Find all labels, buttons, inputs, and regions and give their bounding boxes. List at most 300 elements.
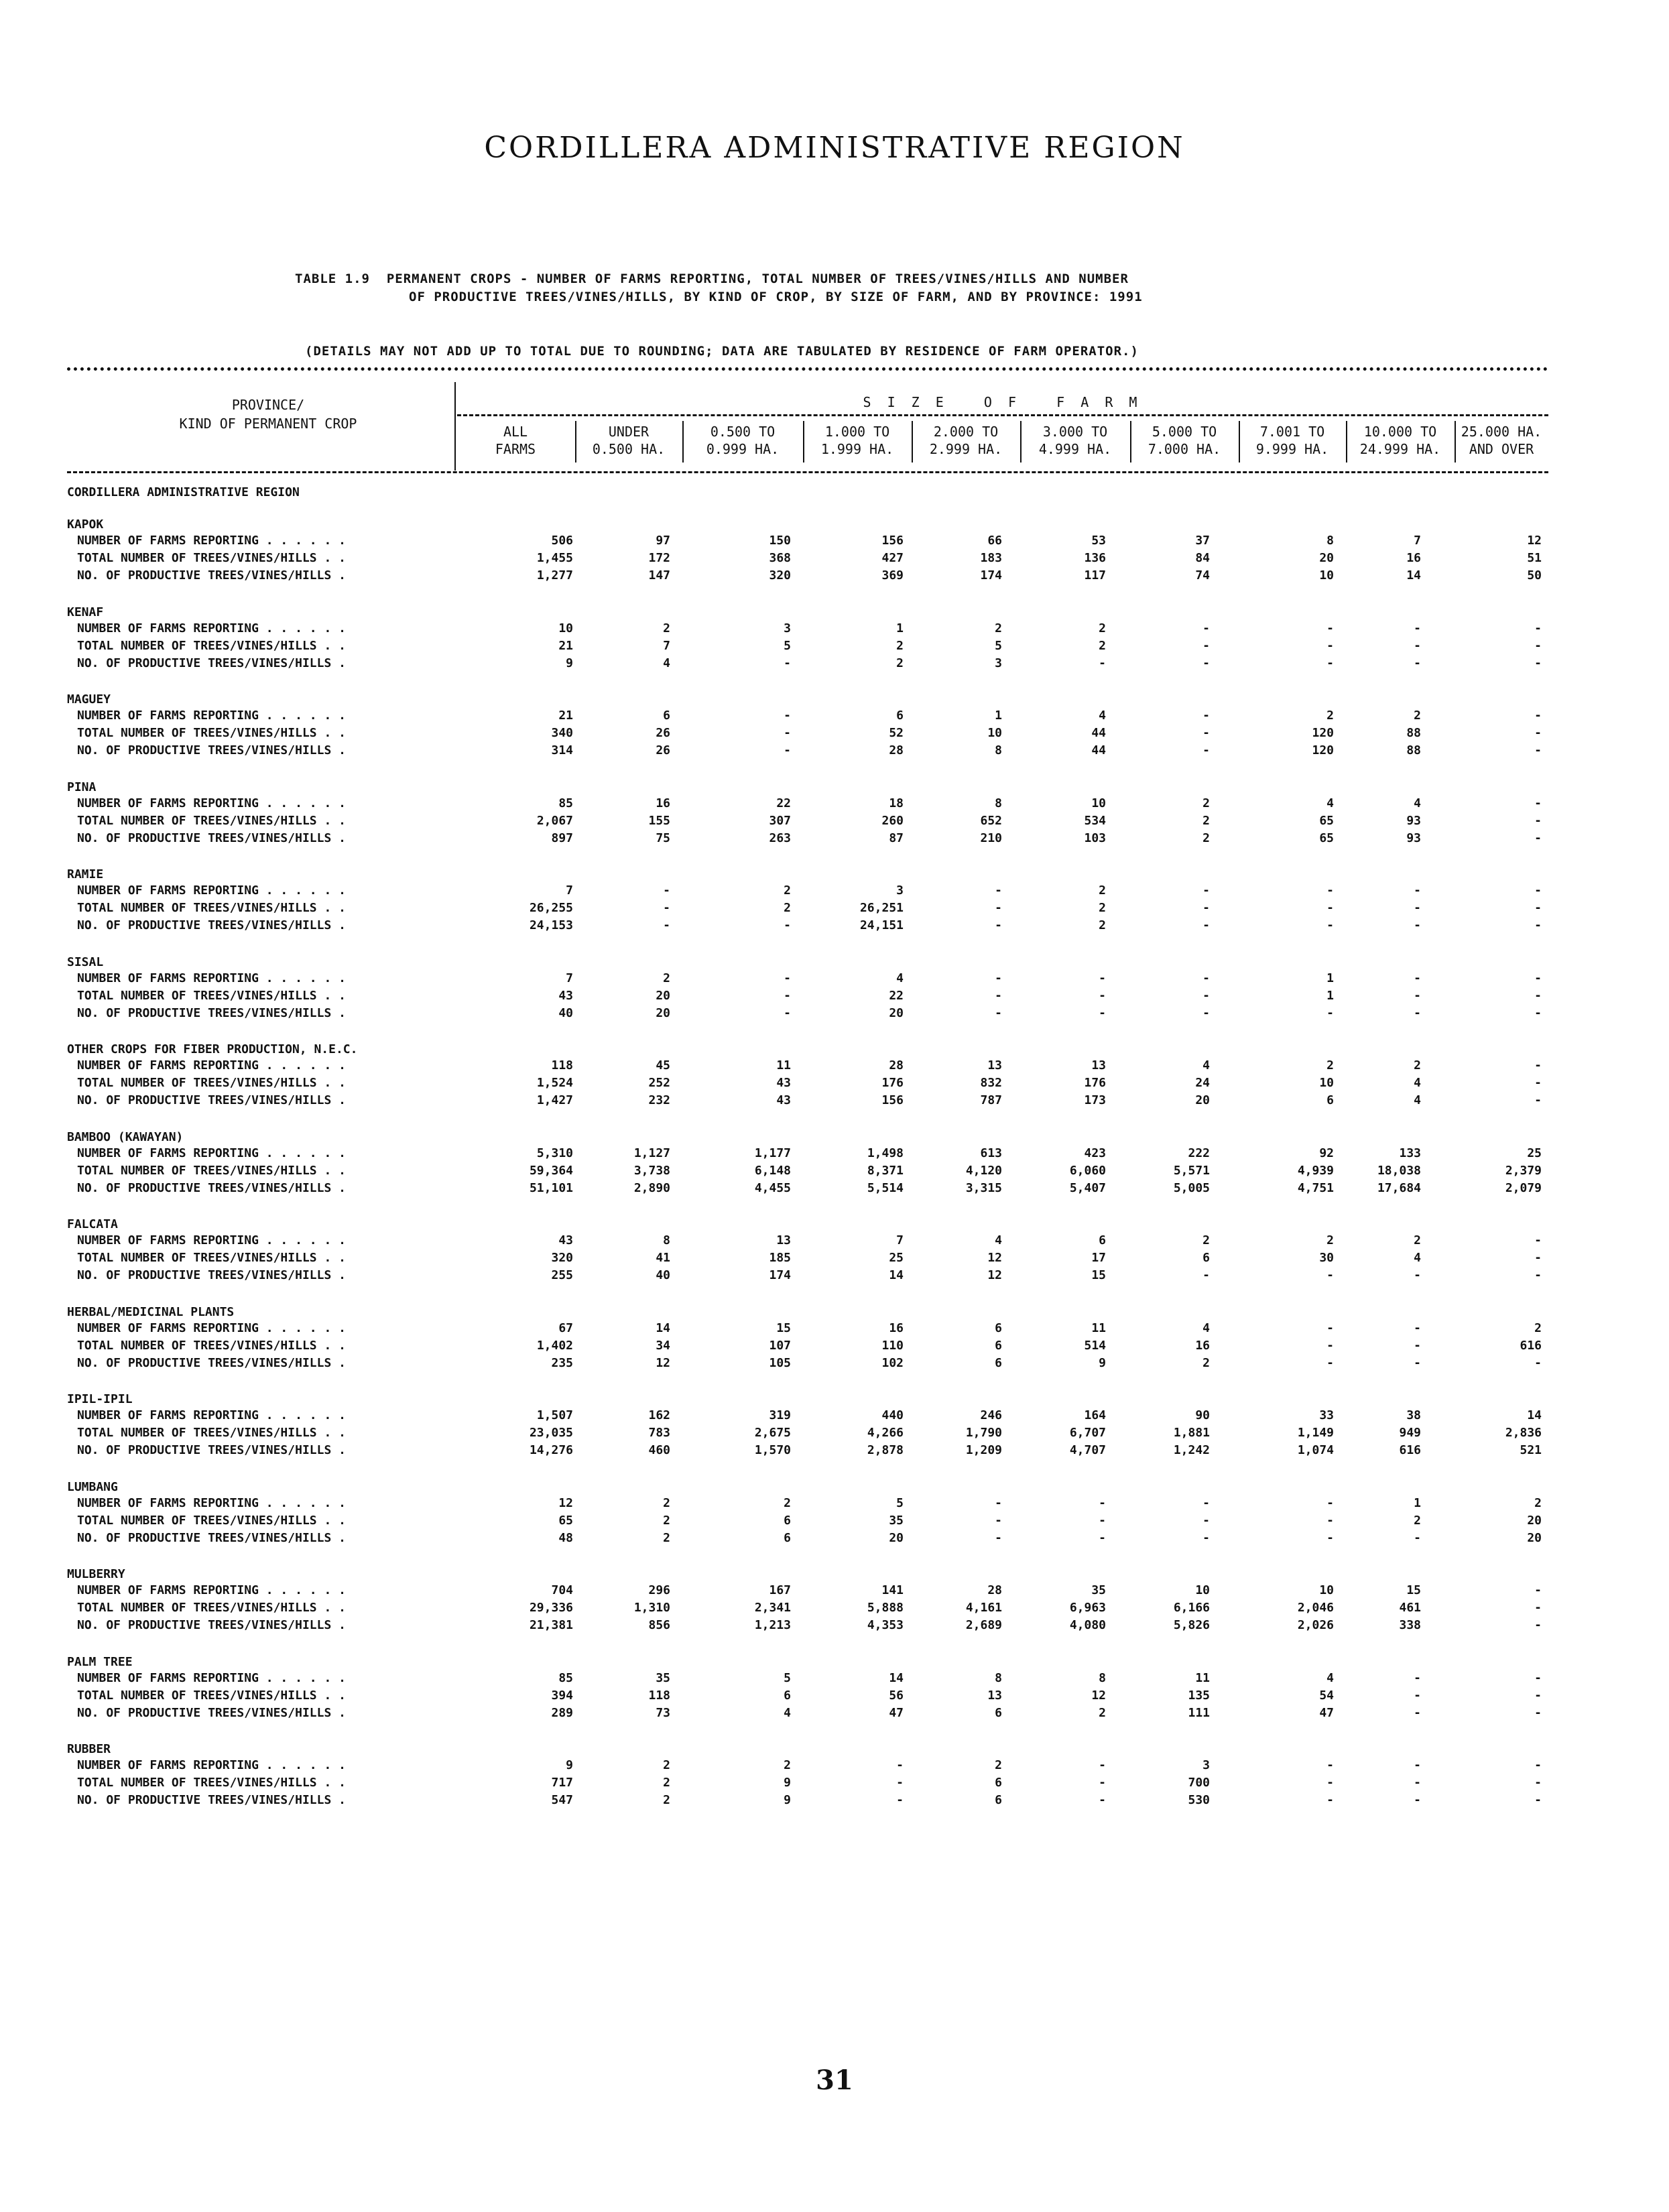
column-header-line-1: ALL <box>503 424 528 440</box>
table-cell: 6,963 <box>1069 1601 1106 1615</box>
column-divider <box>1455 421 1456 463</box>
row-label: NUMBER OF FARMS REPORTING . . . . . . <box>77 883 346 898</box>
table-cell: 34 <box>656 1338 670 1353</box>
table-cell: 9 <box>1099 1355 1106 1370</box>
column-divider <box>912 421 913 463</box>
table-cell: 107 <box>769 1338 791 1353</box>
table-cell: - <box>896 1793 904 1807</box>
table-cell: 2 <box>784 901 791 915</box>
table-cell: - <box>1414 1338 1421 1353</box>
table-cell: - <box>1414 918 1421 932</box>
table-cell: 6,707 <box>1069 1426 1106 1440</box>
table-cell: 12 <box>656 1355 670 1370</box>
table-cell: 423 <box>1084 1146 1106 1160</box>
spanner-size-of-farm: S I Z E O F F A R M <box>863 394 1141 410</box>
table-cell: - <box>784 656 791 670</box>
table-cell: - <box>1534 1776 1542 1790</box>
region-label: CORDILLERA ADMINISTRATIVE REGION <box>67 485 300 499</box>
table-cell: - <box>1414 901 1421 915</box>
table-cell: 340 <box>551 726 573 740</box>
table-cell: - <box>1326 1513 1334 1528</box>
table-cell: 16 <box>1195 1338 1210 1353</box>
column-divider <box>575 421 576 463</box>
table-cell: - <box>1099 1793 1106 1807</box>
crop-name: SISAL <box>67 955 104 969</box>
table-cell: 15 <box>1406 1583 1421 1597</box>
table-cell: 1 <box>1414 1495 1421 1510</box>
table-cell: - <box>1414 1758 1421 1772</box>
table-cell: 40 <box>656 1268 670 1282</box>
table-cell: 20 <box>1527 1530 1542 1545</box>
table-cell: - <box>896 1776 904 1790</box>
table-cell: 6 <box>896 709 904 723</box>
table-cell: 18,038 <box>1377 1163 1421 1178</box>
table-cell: - <box>1099 1758 1106 1772</box>
table-cell: - <box>1534 971 1542 985</box>
table-cell: 787 <box>980 1093 1002 1107</box>
table-cell: - <box>1534 796 1542 810</box>
table-cell: 40 <box>558 1005 573 1020</box>
table-cell: - <box>1202 971 1210 985</box>
table-cell: 2 <box>784 1758 791 1772</box>
table-cell: - <box>1099 988 1106 1003</box>
row-label: NUMBER OF FARMS REPORTING . . . . . . <box>77 1058 346 1072</box>
table-cell: - <box>1414 1005 1421 1020</box>
table-cell: 320 <box>769 568 791 582</box>
table-cell: 369 <box>881 568 904 582</box>
table-cell: 460 <box>648 1443 670 1457</box>
table-cell: 167 <box>769 1583 791 1597</box>
row-label: NO. OF PRODUCTIVE TREES/VINES/HILLS . <box>77 1443 346 1457</box>
table-cell: 133 <box>1399 1146 1421 1160</box>
table-cell: 6 <box>995 1338 1002 1353</box>
table-cell: - <box>1202 656 1210 670</box>
table-cell: 13 <box>987 1688 1002 1703</box>
table-cell: 2 <box>995 1758 1002 1772</box>
table-cell: 652 <box>980 813 1002 828</box>
table-cell: 6 <box>995 1793 1002 1807</box>
table-cell: 84 <box>1195 551 1210 565</box>
table-cell: - <box>784 988 791 1003</box>
table-cell: 394 <box>551 1688 573 1703</box>
table-cell: 103 <box>1084 831 1106 845</box>
table-cell: - <box>1534 1705 1542 1720</box>
table-cell: - <box>1534 743 1542 757</box>
table-cell: 2 <box>1414 1513 1421 1528</box>
table-cell: 368 <box>769 551 791 565</box>
table-cell: 20 <box>656 1005 670 1020</box>
table-cell: 296 <box>648 1583 670 1597</box>
table-cell: - <box>1326 883 1334 898</box>
table-cell: 12 <box>987 1268 1002 1282</box>
table-cell: 10 <box>1195 1583 1210 1597</box>
table-cell: 3 <box>784 621 791 635</box>
column-header-line-1: 7.001 TO <box>1259 424 1325 440</box>
table-cell: 1,127 <box>633 1146 670 1160</box>
table-cell: 2 <box>1099 621 1106 635</box>
table-cell: 246 <box>980 1408 1002 1422</box>
table-cell: 8 <box>995 1670 1002 1685</box>
column-header-line-2: FARMS <box>495 441 536 457</box>
table-cell: 3 <box>995 656 1002 670</box>
table-cell: - <box>1202 1268 1210 1282</box>
table-cell: 59,364 <box>529 1163 573 1178</box>
table-cell: 2 <box>663 971 670 985</box>
table-cell: 8 <box>663 1233 670 1247</box>
crop-name: HERBAL/MEDICINAL PLANTS <box>67 1304 235 1319</box>
table-cell: 4 <box>1202 1320 1210 1335</box>
table-cell: 5,407 <box>1069 1180 1106 1195</box>
table-cell: 2,046 <box>1297 1601 1334 1615</box>
row-label: NO. OF PRODUCTIVE TREES/VINES/HILLS . <box>77 1268 346 1282</box>
table-cell: - <box>784 1005 791 1020</box>
table-cell: 110 <box>881 1338 904 1353</box>
table-caption-line-1: TABLE 1.9 PERMANENT CROPS - NUMBER OF FARMS REPORTING, TOTAL NUMBER OF TREES/VINES/HILLS AND NUMBER <box>295 271 1129 286</box>
table-cell: 4 <box>663 656 670 670</box>
table-cell: - <box>784 918 791 932</box>
table-cell: 4,161 <box>965 1601 1002 1615</box>
table-cell: - <box>995 988 1002 1003</box>
table-cell: 20 <box>1527 1513 1542 1528</box>
row-label: TOTAL NUMBER OF TREES/VINES/HILLS . . <box>77 638 346 653</box>
column-header-line-2: 24.999 HA. <box>1359 441 1441 457</box>
crop-name: PINA <box>67 780 97 794</box>
table-cell: - <box>1534 1058 1542 1072</box>
table-cell: - <box>1326 1355 1334 1370</box>
crop-name: FALCATA <box>67 1217 118 1231</box>
table-cell: 13 <box>1091 1058 1106 1072</box>
row-label: TOTAL NUMBER OF TREES/VINES/HILLS . . <box>77 1076 346 1090</box>
row-label: NUMBER OF FARMS REPORTING . . . . . . <box>77 709 346 723</box>
table-cell: 93 <box>1406 831 1421 845</box>
table-cell: - <box>1534 813 1542 828</box>
column-divider <box>1130 421 1131 463</box>
table-cell: 13 <box>776 1233 791 1247</box>
table-cell: 15 <box>776 1320 791 1335</box>
row-label: TOTAL NUMBER OF TREES/VINES/HILLS . . <box>77 1601 346 1615</box>
table-cell: 2 <box>1099 918 1106 932</box>
table-cell: - <box>1534 1005 1542 1020</box>
table-cell: 1,455 <box>536 551 573 565</box>
row-label: TOTAL NUMBER OF TREES/VINES/HILLS . . <box>77 1163 346 1178</box>
crop-name: RUBBER <box>67 1742 111 1756</box>
column-header-line-1: 25.000 HA. <box>1461 424 1542 440</box>
table-cell: 25 <box>1527 1146 1542 1160</box>
row-label: NUMBER OF FARMS REPORTING . . . . . . <box>77 796 346 810</box>
table-cell: 856 <box>648 1618 670 1632</box>
table-cell: 56 <box>889 1688 904 1703</box>
column-header-line-1: 3.000 TO <box>1042 424 1108 440</box>
table-cell: - <box>1414 1688 1421 1703</box>
table-cell: 4 <box>896 971 904 985</box>
table-cell: - <box>1534 1233 1542 1247</box>
table-cell: 783 <box>648 1426 670 1440</box>
table-cell: 2 <box>1414 1233 1421 1247</box>
table-cell: 616 <box>1399 1443 1421 1457</box>
region-title: CORDILLERA ADMINISTRATIVE REGION <box>484 131 1185 165</box>
table-cell: 4,266 <box>867 1426 904 1440</box>
table-cell: 8 <box>995 743 1002 757</box>
table-cell: 2 <box>1202 1355 1210 1370</box>
table-cell: 4 <box>1326 796 1334 810</box>
table-cell: 235 <box>551 1355 573 1370</box>
table-cell: - <box>1534 1076 1542 1090</box>
row-label: NO. OF PRODUCTIVE TREES/VINES/HILLS . <box>77 1705 346 1720</box>
table-cell: 105 <box>769 1355 791 1370</box>
table-cell: - <box>1099 1513 1106 1528</box>
table-cell: 24 <box>1195 1076 1210 1090</box>
table-cell: 4 <box>1414 796 1421 810</box>
table-cell: 51,101 <box>529 1180 573 1195</box>
table-cell: 2 <box>784 1495 791 1510</box>
table-cell: 174 <box>980 568 1002 582</box>
table-cell: 2 <box>1326 1233 1334 1247</box>
column-header-line-2: 1.999 HA. <box>820 441 894 457</box>
table-cell: 30 <box>1319 1251 1334 1265</box>
table-cell: 174 <box>769 1268 791 1282</box>
table-cell: 21 <box>558 709 573 723</box>
table-cell: 12 <box>558 1495 573 1510</box>
row-label: NO. OF PRODUCTIVE TREES/VINES/HILLS . <box>77 656 346 670</box>
table-cell: 5,005 <box>1173 1180 1210 1195</box>
row-label: TOTAL NUMBER OF TREES/VINES/HILLS . . <box>77 813 346 828</box>
row-label: TOTAL NUMBER OF TREES/VINES/HILLS . . <box>77 1776 346 1790</box>
table-cell: - <box>1534 656 1542 670</box>
table-cell: - <box>1534 1601 1542 1615</box>
table-cell: - <box>1099 971 1106 985</box>
table-cell: - <box>995 971 1002 985</box>
table-cell: 314 <box>551 743 573 757</box>
table-cell: 4 <box>1414 1076 1421 1090</box>
table-cell: - <box>1414 621 1421 635</box>
table-cell: 2,079 <box>1505 1180 1542 1195</box>
table-cell: 26,255 <box>529 901 573 915</box>
table-cell: 320 <box>551 1251 573 1265</box>
table-cell: 6 <box>995 1776 1002 1790</box>
table-cell: 2 <box>663 621 670 635</box>
table-cell: 427 <box>881 551 904 565</box>
table-cell: - <box>1414 988 1421 1003</box>
table-cell: 2 <box>1534 1495 1542 1510</box>
table-cell: 1 <box>995 709 1002 723</box>
table-cell: 11 <box>1091 1320 1106 1335</box>
table-cell: 4,120 <box>965 1163 1002 1178</box>
table-cell: 2 <box>1202 813 1210 828</box>
table-cell: 1,498 <box>867 1146 904 1160</box>
row-label: NO. OF PRODUCTIVE TREES/VINES/HILLS . <box>77 1005 346 1020</box>
table-cell: - <box>1099 656 1106 670</box>
table-cell: 534 <box>1084 813 1106 828</box>
table-cell: 118 <box>648 1688 670 1703</box>
table-cell: 54 <box>1319 1688 1334 1703</box>
table-cell: 10 <box>1319 1076 1334 1090</box>
table-cell: - <box>1534 918 1542 932</box>
table-cell: 232 <box>648 1093 670 1107</box>
row-label: NUMBER OF FARMS REPORTING . . . . . . <box>77 1233 346 1247</box>
table-cell: 65 <box>558 1513 573 1528</box>
table-cell: 2 <box>1414 1058 1421 1072</box>
table-cell: 700 <box>1188 1776 1210 1790</box>
table-cell: 2 <box>1099 1705 1106 1720</box>
row-label: NO. OF PRODUCTIVE TREES/VINES/HILLS . <box>77 831 346 845</box>
table-cell: 120 <box>1312 743 1334 757</box>
table-cell: 147 <box>648 568 670 582</box>
table-cell: 50 <box>1527 568 1542 582</box>
table-cell: 9 <box>566 656 573 670</box>
table-cell: 7 <box>663 638 670 653</box>
table-cell: - <box>1534 1093 1542 1107</box>
table-cell: 21 <box>558 638 573 653</box>
table-cell: - <box>1414 1776 1421 1790</box>
table-cell: 10 <box>987 726 1002 740</box>
table-cell: - <box>1326 1758 1334 1772</box>
table-cell: 2,675 <box>754 1426 791 1440</box>
table-cell: 35 <box>889 1513 904 1528</box>
crop-name: KAPOK <box>67 517 104 532</box>
table-cell: - <box>1202 621 1210 635</box>
table-cell: 25 <box>889 1251 904 1265</box>
table-cell: 10 <box>1091 796 1106 810</box>
table-cell: 6 <box>1326 1093 1334 1107</box>
table-cell: 73 <box>656 1705 670 1720</box>
table-cell: - <box>1202 1495 1210 1510</box>
column-divider <box>1239 421 1240 463</box>
table-cell: - <box>1534 1688 1542 1703</box>
table-cell: 613 <box>980 1146 1002 1160</box>
table-cell: 156 <box>881 1093 904 1107</box>
table-cell: - <box>1414 1355 1421 1370</box>
table-cell: 7 <box>1414 534 1421 548</box>
table-cell: 11 <box>776 1058 791 1072</box>
table-cell: 102 <box>881 1355 904 1370</box>
table-cell: - <box>1202 638 1210 653</box>
table-cell: 24,151 <box>859 918 904 932</box>
table-cell: 6 <box>995 1705 1002 1720</box>
table-cell: 12 <box>987 1251 1002 1265</box>
table-cell: 8,371 <box>867 1163 904 1178</box>
table-cell: 26 <box>656 743 670 757</box>
table-cell: 4,707 <box>1069 1443 1106 1457</box>
table-cell: 319 <box>769 1408 791 1422</box>
table-cell: 2 <box>1326 709 1334 723</box>
table-cell: 38 <box>1406 1408 1421 1422</box>
table-cell: 4,751 <box>1297 1180 1334 1195</box>
table-cell: - <box>784 743 791 757</box>
table-cell: 1,427 <box>536 1093 573 1107</box>
table-cell: 45 <box>656 1058 670 1072</box>
table-cell: 52 <box>889 726 904 740</box>
column-header-line-1: UNDER <box>608 424 650 440</box>
table-cell: 12 <box>1527 534 1542 548</box>
table-cell: 2,379 <box>1505 1163 1542 1178</box>
table-cell: 120 <box>1312 726 1334 740</box>
crop-name: KENAF <box>67 605 104 619</box>
table-cell: 1,524 <box>536 1076 573 1090</box>
row-label: NUMBER OF FARMS REPORTING . . . . . . <box>77 971 346 985</box>
table-cell: 14 <box>889 1670 904 1685</box>
table-cell: 2 <box>1326 1058 1334 1072</box>
table-cell: 4,455 <box>754 1180 791 1195</box>
table-cell: 7 <box>566 883 573 898</box>
table-cell: - <box>1534 831 1542 845</box>
table-cell: 4 <box>1414 1251 1421 1265</box>
table-cell: 5,888 <box>867 1601 904 1615</box>
table-cell: - <box>1202 726 1210 740</box>
table-cell: 5 <box>995 638 1002 653</box>
row-label: NO. OF PRODUCTIVE TREES/VINES/HILLS . <box>77 1355 346 1370</box>
table-cell: 6 <box>784 1513 791 1528</box>
table-cell: - <box>995 918 1002 932</box>
table-cell: - <box>1326 656 1334 670</box>
table-cell: 20 <box>889 1530 904 1545</box>
table-cell: 43 <box>776 1093 791 1107</box>
table-cell: 1 <box>1326 971 1334 985</box>
table-cell: 176 <box>1084 1076 1106 1090</box>
table-cell: - <box>1326 1530 1334 1545</box>
table-cell: 5,571 <box>1173 1163 1210 1178</box>
table-cell: 41 <box>656 1251 670 1265</box>
table-cell: - <box>1534 883 1542 898</box>
table-cell: 2 <box>663 1776 670 1790</box>
table-cell: - <box>1534 1251 1542 1265</box>
row-label: NUMBER OF FARMS REPORTING . . . . . . <box>77 1408 346 1422</box>
table-cell: 1,074 <box>1297 1443 1334 1457</box>
column-divider <box>1020 421 1022 463</box>
table-cell: 2 <box>1099 638 1106 653</box>
table-cell: - <box>1414 1670 1421 1685</box>
table-cell: 2 <box>663 1495 670 1510</box>
table-cell: 18 <box>889 796 904 810</box>
table-cell: 2 <box>1414 709 1421 723</box>
table-cell: 47 <box>889 1705 904 1720</box>
table-cell: 1,881 <box>1173 1426 1210 1440</box>
table-cell: 14 <box>1406 568 1421 582</box>
table-cell: - <box>1326 1338 1334 1353</box>
table-cell: - <box>663 883 670 898</box>
table-cell: 1,213 <box>754 1618 791 1632</box>
table-cell: 135 <box>1188 1688 1210 1703</box>
row-label: TOTAL NUMBER OF TREES/VINES/HILLS . . <box>77 1513 346 1528</box>
table-cell: 1,177 <box>754 1146 791 1160</box>
table-cell: 514 <box>1084 1338 1106 1353</box>
table-cell: 4 <box>1202 1058 1210 1072</box>
column-header-line-2: 9.999 HA. <box>1255 441 1329 457</box>
table-cell: 338 <box>1399 1618 1421 1632</box>
table-cell: 10 <box>558 621 573 635</box>
table-cell: 2,689 <box>965 1618 1002 1632</box>
row-label: NO. OF PRODUCTIVE TREES/VINES/HILLS . <box>77 1530 346 1545</box>
table-cell: - <box>1414 656 1421 670</box>
table-cell: - <box>1202 709 1210 723</box>
row-label: NO. OF PRODUCTIVE TREES/VINES/HILLS . <box>77 1618 346 1632</box>
crop-name: RAMIE <box>67 867 104 881</box>
table-cell: - <box>995 1530 1002 1545</box>
table-caption-line-2: OF PRODUCTIVE TREES/VINES/HILLS, BY KIND OF CROP, BY SIZE OF FARM, AND BY PROVINCE: 1991 <box>409 290 1143 304</box>
table-cell: 3,315 <box>965 1180 1002 1195</box>
table-cell: 26,251 <box>859 901 904 915</box>
table-cell: 44 <box>1091 726 1106 740</box>
table-cell: 74 <box>1195 568 1210 582</box>
table-cell: 222 <box>1188 1146 1210 1160</box>
table-cell: - <box>1326 1776 1334 1790</box>
table-cell: 141 <box>881 1583 904 1597</box>
table-cell: - <box>1414 1268 1421 1282</box>
table-cell: 8 <box>1326 534 1334 548</box>
table-cell: 136 <box>1084 551 1106 565</box>
table-cell: - <box>1326 1268 1334 1282</box>
table-cell: - <box>1099 1530 1106 1545</box>
table-cell: 6,060 <box>1069 1163 1106 1178</box>
